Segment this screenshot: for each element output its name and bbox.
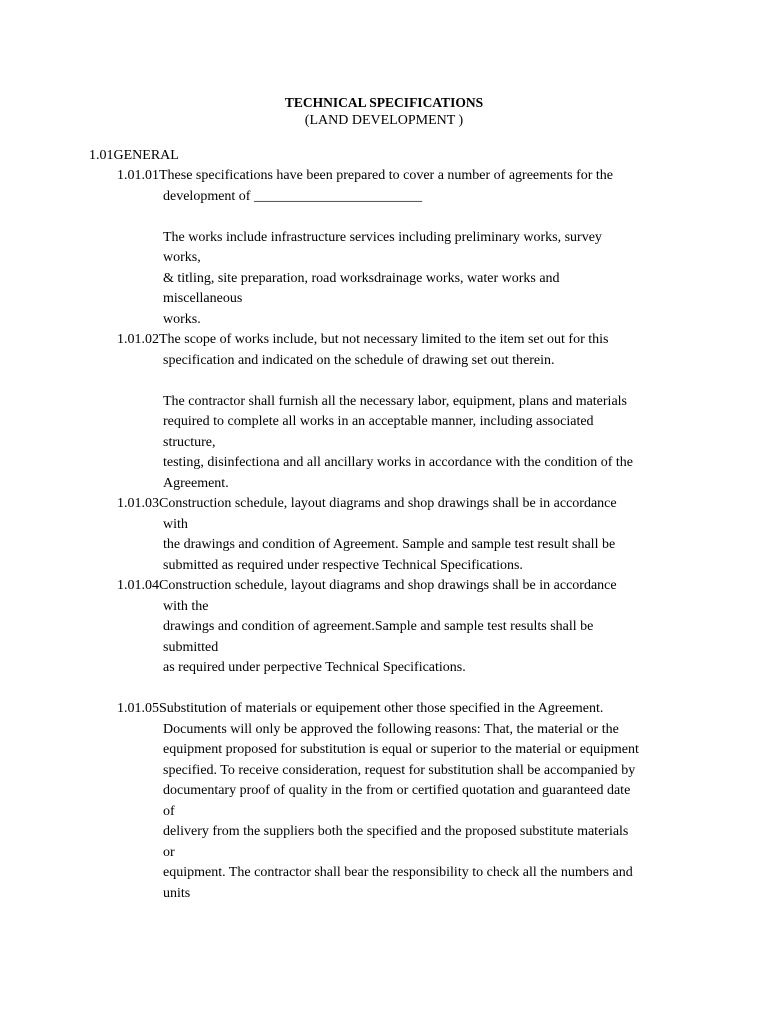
clause-number: 1.01.02	[117, 332, 159, 347]
paragraph-line: testing, disinfectiona and all ancillary works in accordance with the condition of the	[163, 455, 634, 470]
clause-number: 1.01.03	[117, 496, 159, 511]
paragraph-line: The contractor shall furnish all the necessary labor, equipment, plans and materials	[163, 394, 628, 409]
document-subtitle: (LAND DEVELOPMENT )	[304, 113, 464, 128]
paragraph-line: & titling, site preparation, road worksdrainage works, water works and	[163, 271, 560, 286]
clause-1-01-05	[117, 700, 603, 718]
paragraph-line: works,	[163, 250, 201, 265]
section-heading	[89, 147, 179, 165]
clause-first-line: The scope of works include, but not necessary limited to the item set out for this	[159, 332, 609, 347]
paragraph-line: The works include infrastructure services including preliminary works, survey	[163, 230, 602, 245]
clause-1-01-04	[117, 577, 617, 595]
paragraph-line: or	[163, 845, 175, 860]
paragraph-line: as required under perpective Technical Specifications.	[163, 660, 466, 675]
paragraph-line: the drawings and condition of Agreement. Sample and sample test result shall be	[163, 537, 616, 552]
clause-1-01-02	[117, 331, 608, 349]
clause-first-line: Substitution of materials or equipement other those specified in the Agreement.	[159, 701, 604, 716]
paragraph-line: drawings and condition of agreement.Sample and sample test results shall be	[163, 619, 594, 634]
paragraph-line: specification and indicated on the schedule of drawing set out therein.	[163, 353, 555, 368]
paragraph-line: miscellaneous	[163, 291, 243, 306]
paragraph-line: specified. To receive consideration, request for substitution shall be accompanied by	[163, 763, 636, 778]
paragraph-line: works.	[163, 312, 201, 327]
paragraph-line: development of ________________________	[163, 189, 422, 204]
clause-number: 1.01.01	[117, 168, 159, 183]
paragraph-line: Documents will only be approved the following reasons: That, the material or the	[163, 722, 619, 737]
paragraph-line: equipment proposed for substitution is equal or superior to the material or equipment	[163, 742, 639, 757]
clause-1-01-01	[117, 167, 613, 185]
document-title: TECHNICAL SPECIFICATIONS	[284, 95, 484, 110]
section-title: GENERAL	[113, 148, 179, 163]
paragraph-line: structure,	[163, 435, 216, 450]
clause-1-01-03	[117, 495, 617, 513]
paragraph-line: submitted	[163, 640, 219, 655]
paragraph-line: of	[163, 804, 175, 819]
paragraph-line: equipment. The contractor shall bear the responsibility to check all the numbers and	[163, 865, 633, 880]
section-number: 1.01	[89, 148, 114, 163]
paragraph-line: units	[163, 886, 191, 901]
clause-first-line: Construction schedule, layout diagrams and shop drawings shall be in accordance	[159, 496, 617, 511]
paragraph-line: delivery from the suppliers both the specified and the proposed substitute materials	[163, 824, 629, 839]
clause-number: 1.01.04	[117, 578, 159, 593]
clause-number: 1.01.05	[117, 701, 159, 716]
paragraph-line: with	[163, 517, 188, 532]
paragraph-line: required to complete all works in an acceptable manner, including associated	[163, 414, 594, 429]
paragraph-line: with the	[163, 599, 209, 614]
clause-first-line: These specifications have been prepared to cover a number of agreements for the	[159, 168, 614, 183]
paragraph-line: documentary proof of quality in the from or certified quotation and guaranteed date	[163, 783, 631, 798]
clause-first-line: Construction schedule, layout diagrams and shop drawings shall be in accordance	[159, 578, 617, 593]
paragraph-line: submitted as required under respective Technical Specifications.	[163, 558, 523, 573]
paragraph-line: Agreement.	[163, 476, 229, 491]
